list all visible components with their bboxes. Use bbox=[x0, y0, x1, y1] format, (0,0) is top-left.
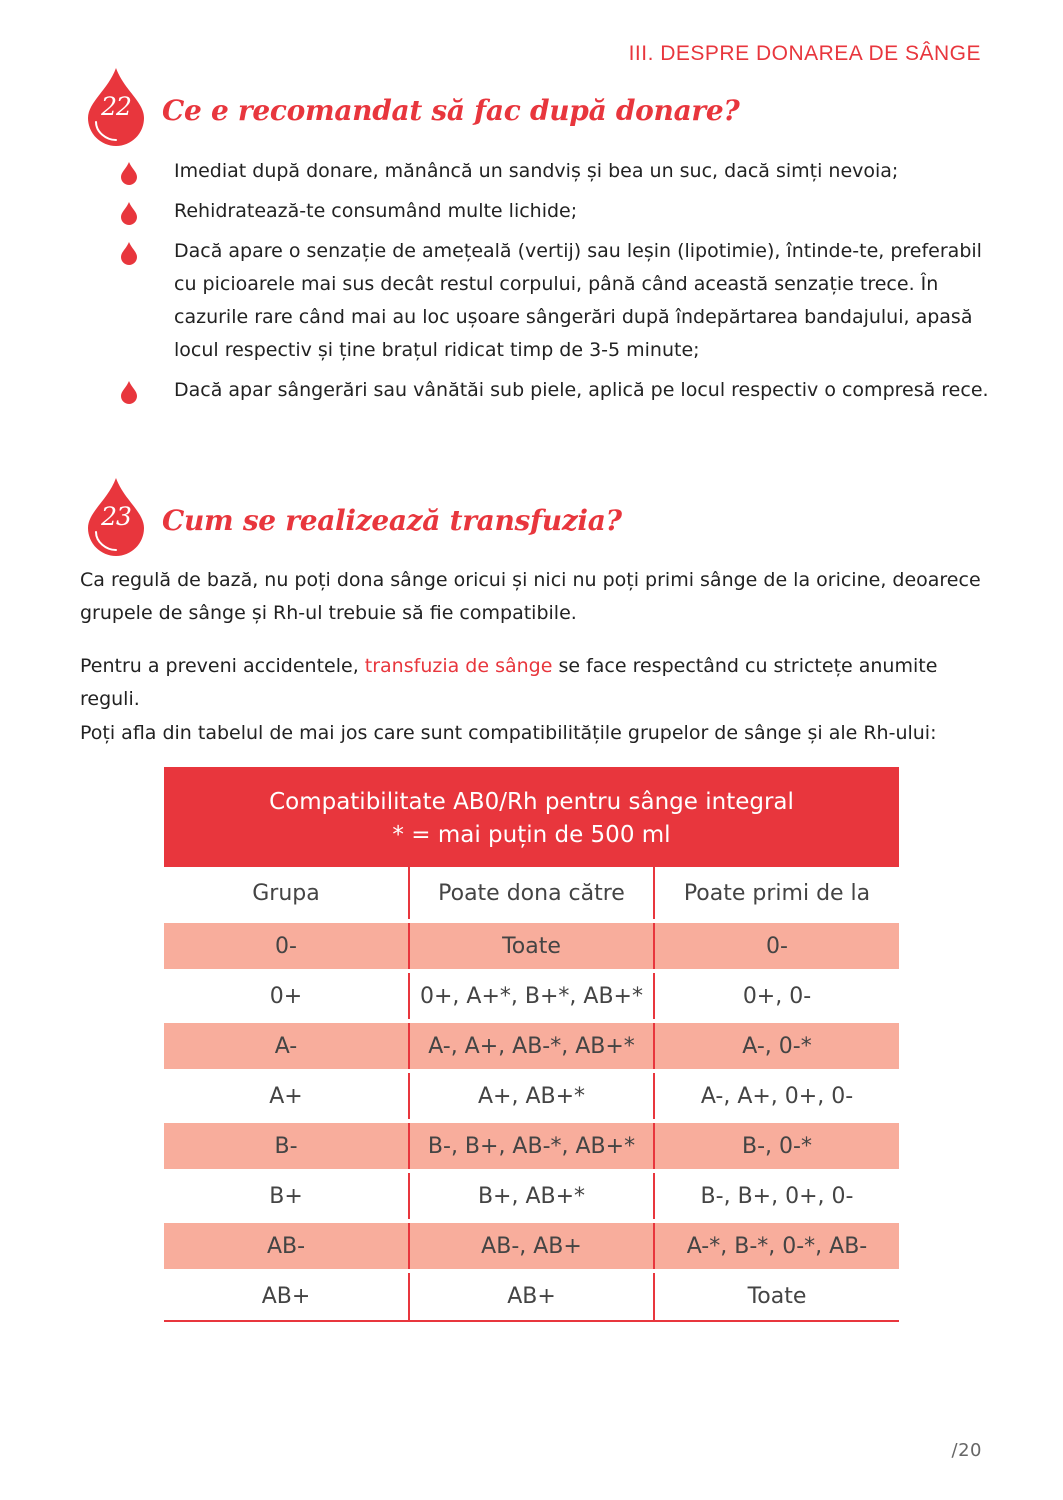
list-item bbox=[120, 155, 990, 188]
table-cell: A+ bbox=[164, 1071, 409, 1121]
table-cell: B- bbox=[164, 1121, 409, 1171]
table-cell: AB+ bbox=[409, 1271, 654, 1321]
column-header: Poate dona către bbox=[409, 867, 654, 921]
table-title bbox=[164, 767, 899, 867]
table-row bbox=[164, 1221, 899, 1271]
column-header: Poate primi de la bbox=[654, 867, 899, 921]
table-title-line: Compatibilitate AB0/Rh pentru sânge integral bbox=[269, 788, 794, 815]
section-roman-numeral: III. bbox=[628, 42, 654, 65]
table-row bbox=[164, 1021, 899, 1071]
table-cell: 0- bbox=[654, 921, 899, 971]
list-item-text: Rehidratează-te consumând multe lichide; bbox=[174, 200, 578, 222]
table-cell: A-*, B-*, 0-*, AB- bbox=[654, 1221, 899, 1271]
table-row bbox=[164, 1271, 899, 1321]
table-cell: A-, A+, 0+, 0- bbox=[654, 1071, 899, 1121]
question-number: 22 bbox=[101, 92, 131, 121]
table-cell: B+, AB+* bbox=[409, 1171, 654, 1221]
list-item bbox=[120, 374, 990, 407]
rules-text: Pentru a preveni accidentele, bbox=[80, 655, 365, 677]
blood-drop-bullet-icon bbox=[120, 241, 138, 265]
table-row bbox=[164, 971, 899, 1021]
list-item bbox=[120, 235, 990, 367]
table-cell: AB+ bbox=[164, 1271, 409, 1321]
table-row bbox=[164, 921, 899, 971]
table-cell: Toate bbox=[409, 921, 654, 971]
question-22-heading bbox=[84, 66, 984, 146]
question-number: 23 bbox=[101, 502, 131, 531]
blood-drop-bullet-icon bbox=[120, 161, 138, 185]
list-item bbox=[120, 195, 990, 228]
rules-paragraph bbox=[80, 650, 1000, 716]
table-row bbox=[164, 1171, 899, 1221]
transfusion-link[interactable]: transfuzia de sânge bbox=[364, 655, 553, 677]
table-cell: B+ bbox=[164, 1171, 409, 1221]
rules-text: se face respectând cu strictețe anumite reguli. bbox=[80, 655, 938, 710]
table-cell: 0- bbox=[164, 921, 409, 971]
page-number: /20 bbox=[951, 1440, 982, 1461]
table-cell: A+, AB+* bbox=[409, 1071, 654, 1121]
question-title: Ce e recomandat să fac după donare? bbox=[162, 94, 740, 127]
table-cell: B-, B+, 0+, 0- bbox=[654, 1171, 899, 1221]
question-title: Cum se realizează transfuzia? bbox=[162, 504, 622, 537]
table-cell: Toate bbox=[654, 1271, 899, 1321]
table-cell: 0+, 0- bbox=[654, 971, 899, 1021]
table-cell: B-, B+, AB-*, AB+* bbox=[409, 1121, 654, 1171]
table-cell: AB-, AB+ bbox=[409, 1221, 654, 1271]
blood-drop-bullet-icon bbox=[120, 380, 138, 404]
list-item-text: Dacă apare o senzație de amețeală (vertij) sau leșin (lipotimie), întinde-te, preferabil cu picioarele mai sus decât restul corpului, până când această senzație trece. În cazurile rare când mai au loc ușoare sângerări după îndepărtarea bandajului, apasă locul respectiv și ține brațul ridicat timp de 3-5 minute; bbox=[174, 240, 982, 361]
list-item-text: Imediat după donare, mănâncă un sandviș și bea un suc, dacă simți nevoia; bbox=[174, 160, 899, 182]
column-header: Grupa bbox=[252, 880, 320, 906]
table-cell: A-, 0-* bbox=[654, 1021, 899, 1071]
table-cell: AB- bbox=[164, 1221, 409, 1271]
table-subtitle-line: * = mai puțin de 500 ml bbox=[392, 821, 671, 848]
table-row bbox=[164, 1121, 899, 1171]
aftercare-list bbox=[120, 155, 990, 414]
table-cell: A-, A+, AB-*, AB+* bbox=[409, 1021, 654, 1071]
running-header bbox=[629, 42, 981, 66]
table-cell: A- bbox=[164, 1021, 409, 1071]
table-cell: 0+ bbox=[164, 971, 409, 1021]
table-cell: B-, 0-* bbox=[654, 1121, 899, 1171]
table-row bbox=[164, 1071, 899, 1121]
table-header-row bbox=[164, 867, 899, 921]
section-title: DESPRE DONAREA DE SÂNGE bbox=[660, 42, 981, 65]
intro-paragraph: Ca regulă de bază, nu poți dona sânge oricui și nici nu poți primi sânge de la oricine, deoarece grupele de sânge și Rh-ul trebuie să fie compatibile. bbox=[80, 569, 981, 624]
list-item-text: Dacă apar sângerări sau vânătăi sub piele, aplică pe locul respectiv o compresă rece. bbox=[174, 379, 989, 401]
table-cell: 0+, A+*, B+*, AB+* bbox=[409, 971, 654, 1021]
compatibility-table bbox=[164, 767, 899, 1322]
table-intro-paragraph: Poți afla din tabelul de mai jos care sunt compatibilitățile grupelor de sânge și ale Rh-ului: bbox=[80, 722, 937, 744]
blood-drop-bullet-icon bbox=[120, 201, 138, 225]
question-23-heading bbox=[84, 476, 984, 556]
